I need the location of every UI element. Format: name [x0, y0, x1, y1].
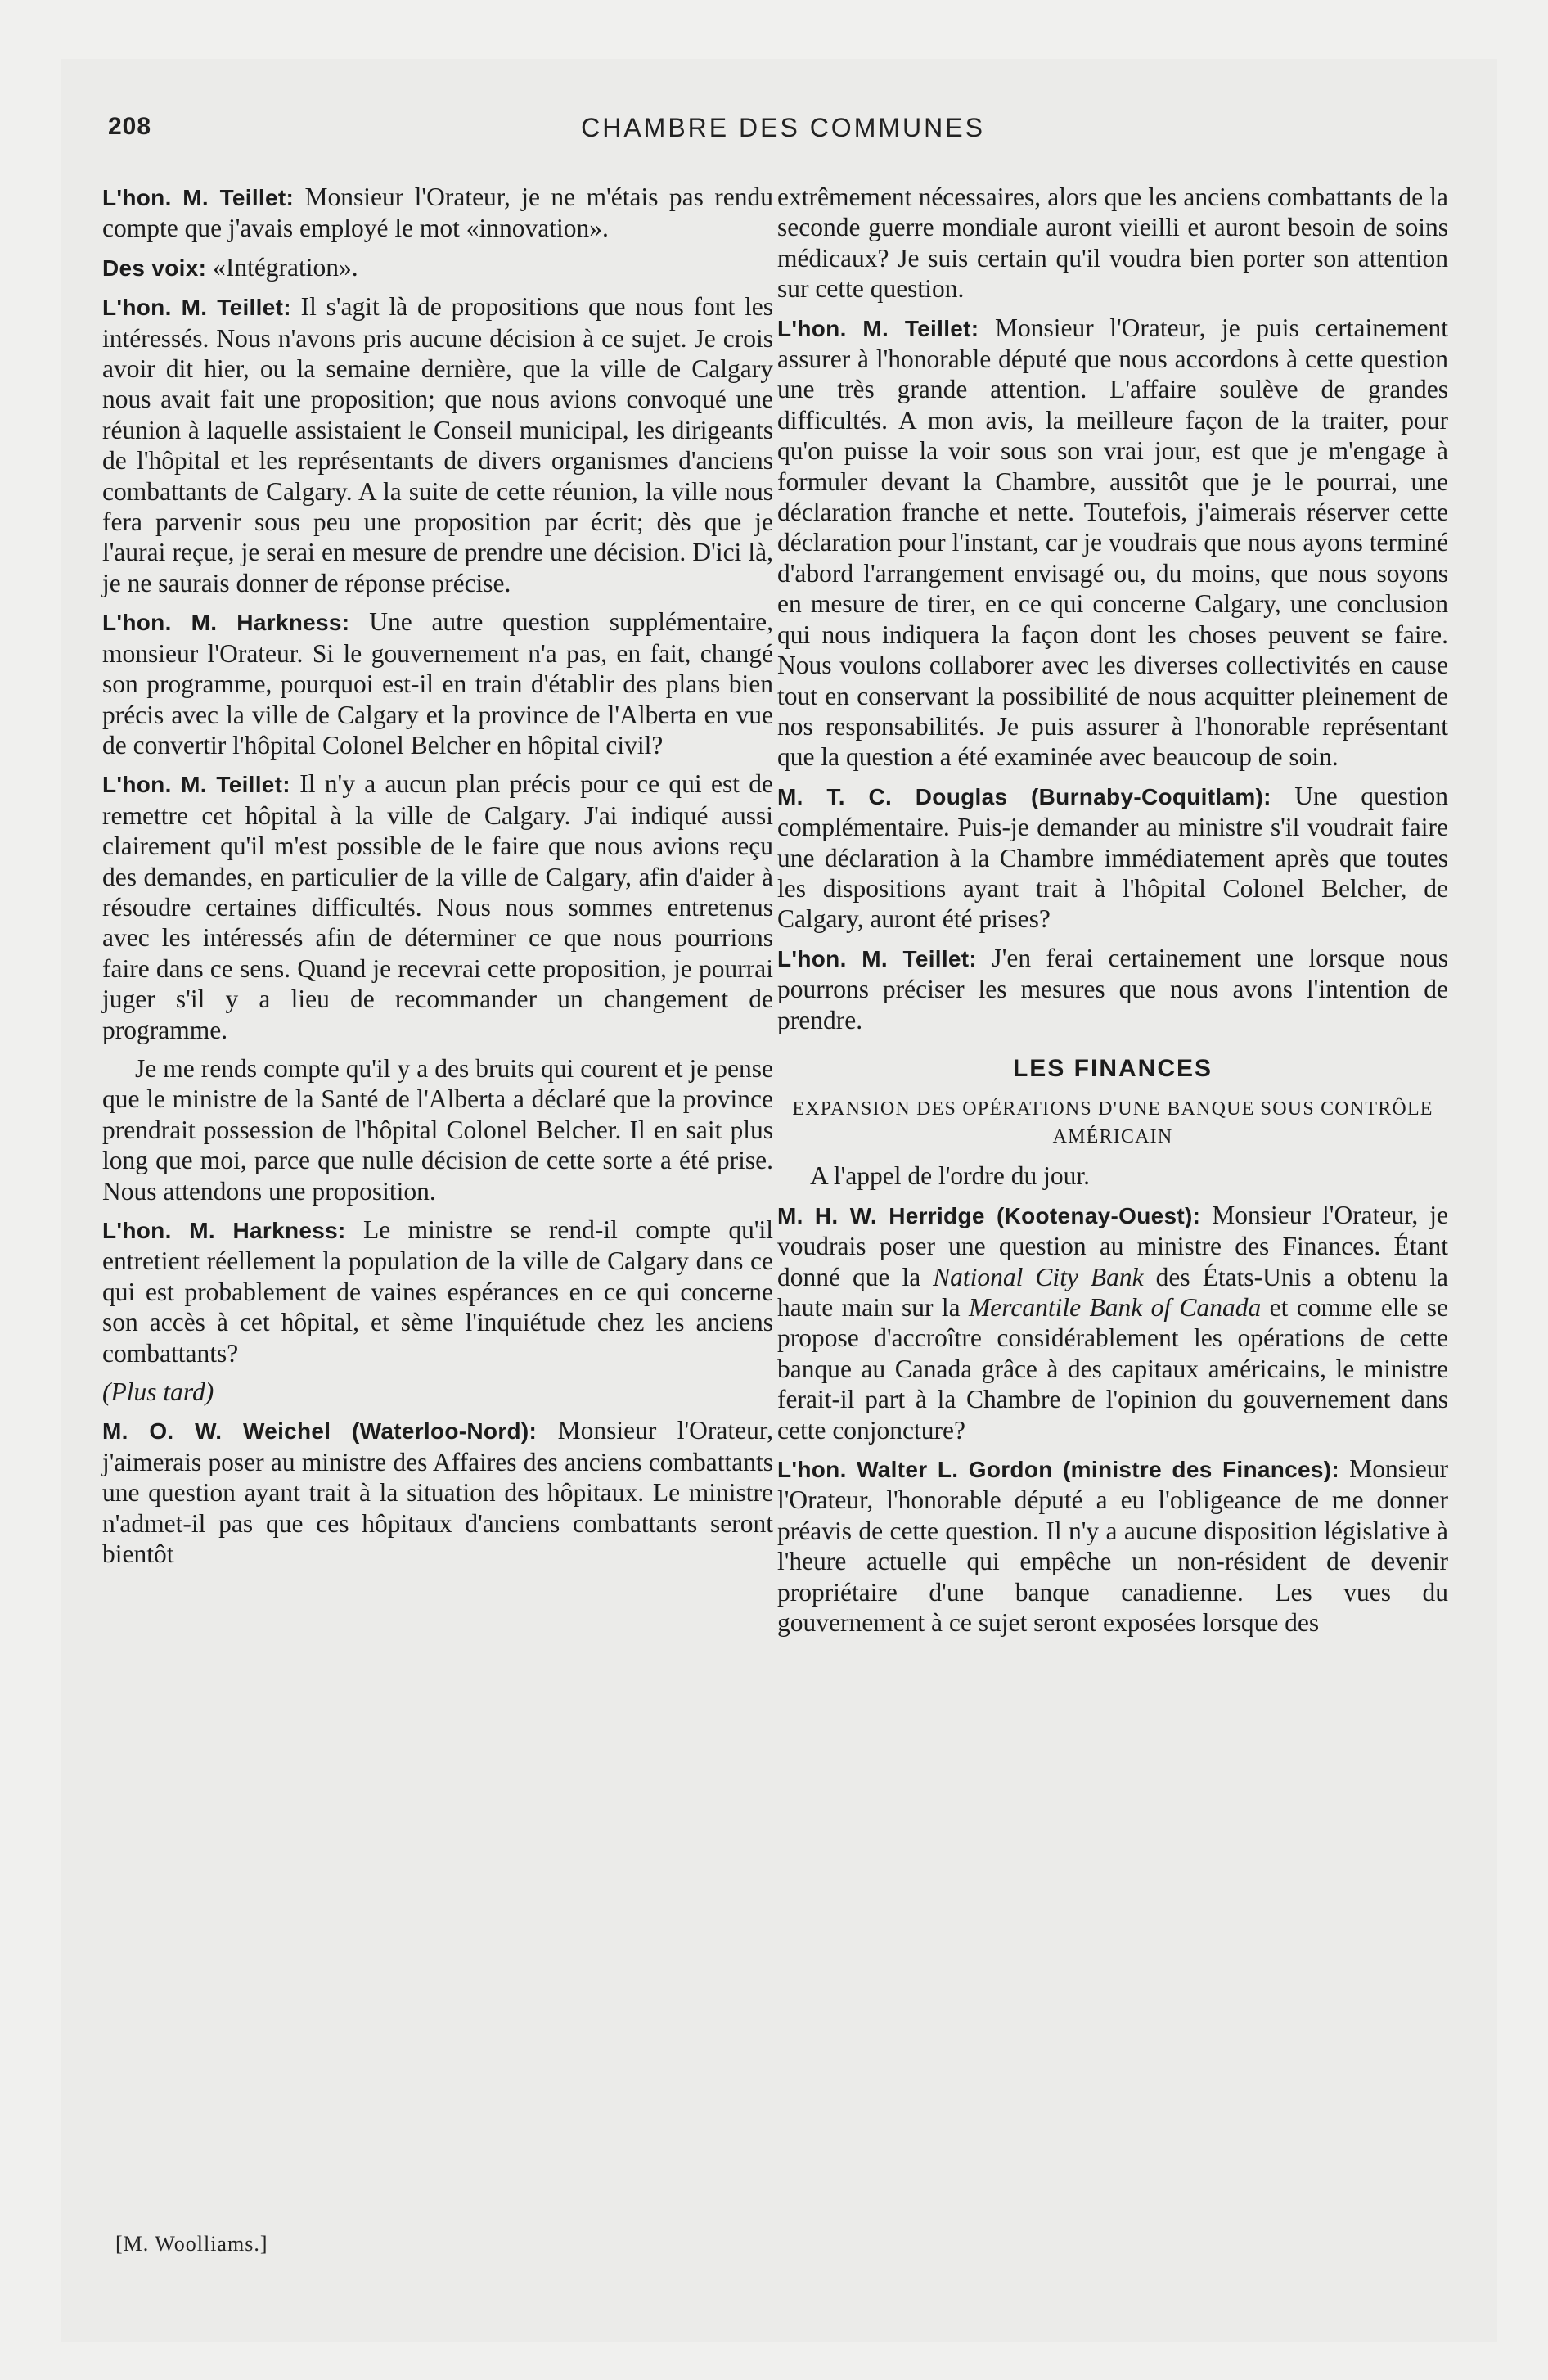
paragraph: extrêmement nécessaires, alors que les anciens combattants de la seconde guerre mondiale auront vieilli et auront besoin de soins médicaux? Je suis certain qu'il voudra bien porter son attention sur cette question. — [777, 183, 1448, 304]
paragraph — [777, 313, 1448, 773]
paragraph — [777, 1454, 1448, 1638]
bank-name: National City Bank — [933, 1262, 1144, 1291]
paragraph — [102, 252, 773, 283]
later-note: (Plus tard) — [102, 1377, 214, 1407]
paragraph-text: Le ministre se rend-il compte qu'il entretient réellement la population de la ville de Calgary dans ce qui est probablement de vaines espérances en ce qui concerne son accès à cet hôpital, et sème l'inquiétude chez les anciens combattants? — [102, 1215, 773, 1368]
paragraph-text: Monsieur l'Orateur, l'honorable député a eu l'obligeance de me donner préavis de cette question. Il n'y a aucune disposition législative à l'heure actuelle qui empêche un non-résident de devenir propriétaire d'une banque canadienne. Les vues du gouvernement à ce sujet seront exposées lorsque des — [777, 1454, 1448, 1638]
paragraph-text: Une autre question supplémentaire, monsieur l'Orateur. Si le gouvernement n'a pas, en fait, changé son programme, pourquoi est-il en train d'établir des plans bien précis avec la ville de Calgary et la province de l'Alberta en vue de convertir l'hôpital Colonel Belcher en hôpital civil? — [102, 607, 773, 760]
paragraph: Je me rends compte qu'il y a des bruits qui courent et je pense que le ministre de la Santé de l'Alberta a déclaré que la province prendrait possession de l'hôpital Colonel Belcher. Il en sait plus long que moi, parce que nulle décision de cette sorte a été prise. Nous attendons une proposition. — [102, 1053, 773, 1206]
paragraph-text: et comme elle se propose d'accroître considérablement les opérations de cette banque au Canada grâce à des capitaux américains, le ministre ferait-il part à la Chambre de l'opinion du gouvernement dans cette conjoncture? — [777, 1293, 1449, 1445]
paragraph — [102, 769, 773, 1045]
paragraph — [777, 943, 1448, 1035]
speaker-name: M. H. W. Herridge (Kootenay-Ouest): — [777, 1202, 1201, 1228]
speaker-name: M. T. C. Douglas (Burnaby-Coquitlam): — [777, 783, 1271, 809]
section-title: LES FINANCES — [1012, 1054, 1213, 1082]
paragraph-text: Il s'agit là de propositions que nous font les intéressés. Nous n'avons pris aucune décision à ce sujet. Je crois avoir dit hier, ou la semaine dernière, que la ville de Calgary nous avait fait une proposition; que nous avions convoqué une réunion à laquelle assistaient le Conseil municipal, les dirigeants de l'hôpital et les représentants de divers organismes d'anciens combattants de Calgary. A la suite de cette réunion, la ville nous fera parvenir sous peu une proposition par écrit; dès que je l'aurai reçue, je serai en mesure de prendre une décision. D'ici là, je ne saurais donner de réponse précise. — [102, 292, 774, 597]
subsection-title: EXPANSION DES OPÉRATIONS D'UNE BANQUE SOUS CONTRÔLE AMÉRICAIN — [792, 1098, 1433, 1148]
page-header — [108, 113, 1458, 152]
paragraph-text: Une question complémentaire. Puis-je demander au ministre s'il voudrait faire une déclaration à la Chambre immédiatement après que toutes les dispositions ayant trait à l'hôpital Colonel Belcher, de Calgary, auront été prises? — [777, 781, 1448, 934]
paragraph — [102, 291, 773, 598]
speaker-name: Des voix: — [102, 255, 207, 281]
paragraph — [777, 781, 1448, 935]
speaker-name: L'hon. M. Harkness: — [102, 610, 350, 636]
paragraph-text: «Intégration». — [206, 252, 358, 282]
paragraph: A l'appel de l'ordre du jour. — [810, 1161, 1091, 1191]
document-page — [61, 59, 1497, 2342]
footer-note: [M. Woolliams.] — [115, 2232, 268, 2256]
page-number: 208 — [108, 113, 152, 140]
paragraph-text: des États-Unis a obtenu la haute main sur la — [777, 1262, 1449, 1322]
speaker-name: L'hon. M. Teillet: — [777, 315, 979, 341]
paragraph-text: Il n'y a aucun plan précis pour ce qui est de remettre cet hôpital à la ville de Calgary. J'ai indiqué aussi clairement qu'il m'est possible de le faire que nous avions reçu des demandes, en particulier de la ville de Calgary, afin d'aider à résoudre certaines difficultés. Nous nous sommes entretenus avec les intéressés afin de déterminer ce que nous pourrions faire dans ce sens. Quand je recevrai cette proposition, je pourrai juger s'il y a lieu de recommander un changement de programme. — [102, 769, 774, 1044]
paragraph — [102, 1415, 773, 1569]
paragraph — [102, 182, 773, 244]
running-head: CHAMBRE DES COMMUNES — [581, 113, 985, 142]
speaker-name: M. O. W. Weichel (Waterloo-Nord): — [102, 1418, 538, 1445]
paragraph-text: Monsieur l'Orateur, je puis certainement assurer à l'honorable député que nous accordons à cette question une très grande attention. L'affaire soulève de grandes difficultés. A mon avis, la meilleure façon de la traiter, pour qu'on puisse la voir sous son vrai jour, est que je m'engage à formuler devant la Chambre, aussitôt que je le pourrai, une déclaration franche et nette. Toutefois, j'aimerais réserver cette déclaration pour l'instant, car je voudrais que nous ayons terminé d'abord l'arrangement envisagé ou, du moins, que nous soyons en mesure de tirer, en ce qui concerne Calgary, une conclusion qui nous indiquera la façon dont les choses peuvent se faire. Nous voulons collaborer avec les diverses collectivités en cause tout en conservant la possibilité de nous acquitter pleinement de nos responsabilités. Je puis assurer à l'honorable représentant que la question a été examinée avec beaucoup de soin. — [777, 313, 1448, 772]
speaker-name: L'hon. M. Teillet: — [102, 772, 290, 798]
paragraph — [777, 1200, 1448, 1445]
paragraph-text: Monsieur l'Orateur, je ne m'étais pas rendu compte que j'avais employé le mot «innovation». — [102, 183, 773, 243]
right-column — [777, 182, 1448, 1646]
speaker-name: L'hon. M. Teillet: — [102, 185, 295, 210]
bank-name: Mercantile Bank of Canada — [969, 1293, 1262, 1322]
paragraph-text: Monsieur l'Orateur, je voudrais poser une question au ministre des Finances. Étant donné que la — [777, 1200, 1448, 1291]
speaker-name: L'hon. M. Teillet: — [102, 295, 291, 321]
paragraph — [102, 606, 773, 760]
paragraph-text: J'en ferai certainement une lorsque nous pourrons préciser les mesures que nous avons l'intention de prendre. — [777, 943, 1448, 1034]
speaker-name: L'hon. M. Teillet: — [777, 945, 978, 971]
left-column — [102, 182, 773, 1577]
speaker-name: L'hon. Walter L. Gordon (ministre des Finances): — [777, 1457, 1340, 1483]
speaker-name: L'hon. M. Harkness: — [102, 1218, 346, 1243]
paragraph-text: Monsieur l'Orateur, j'aimerais poser au ministre des Affaires des anciens combattants une question ayant trait à la situation des hôpitaux. Le ministre n'admet-il pas que ces hôpitaux d'anciens combattants seront bientôt — [102, 1416, 773, 1569]
paragraph — [102, 1215, 773, 1368]
